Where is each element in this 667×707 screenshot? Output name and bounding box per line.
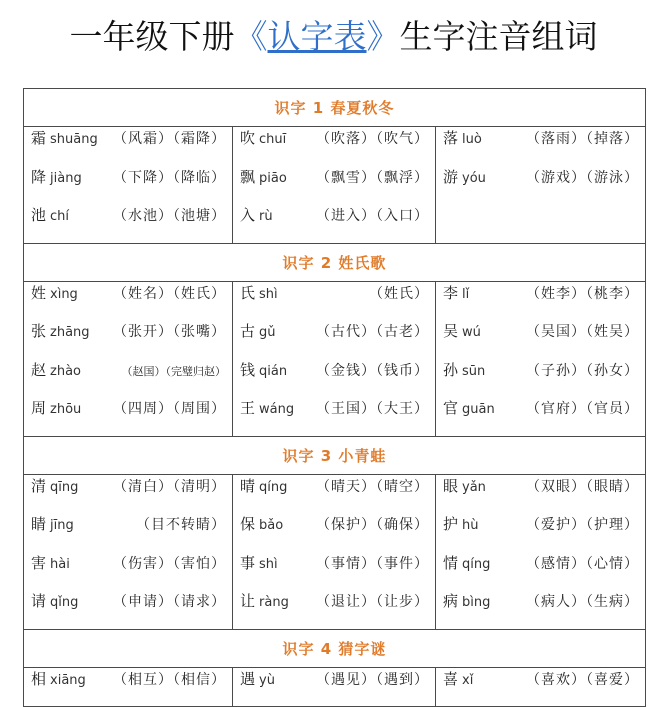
example-words: （姓名）（姓氏） [113, 285, 226, 302]
page-title [0, 14, 667, 60]
character: 姓 [31, 283, 47, 302]
example-words: （保护）（确保） [316, 517, 429, 533]
character: 让 [240, 592, 256, 610]
pinyin: bìng [462, 595, 491, 610]
example-words: （伤害）（害怕） [113, 555, 226, 572]
pinyin: chuī [259, 132, 287, 147]
pinyin: shì [259, 286, 278, 302]
character: 霜 [31, 129, 47, 147]
example-words: （退让）（让步） [316, 594, 429, 610]
character-entry [24, 668, 232, 707]
pinyin: hài [50, 556, 70, 572]
character-column [24, 667, 233, 707]
character-entry [24, 552, 232, 591]
section-header-row [24, 243, 646, 281]
pinyin: wú [462, 325, 481, 340]
example-words: （赵国）（完璧归赵） [121, 364, 226, 378]
character: 飘 [240, 167, 256, 186]
character-column [24, 281, 233, 436]
example-words: （病人）（生病） [526, 594, 639, 610]
character: 降 [31, 167, 47, 186]
character: 吹 [240, 129, 256, 147]
example-words: （张开）（张嘴） [113, 324, 226, 340]
character: 古 [240, 322, 256, 340]
example-words: （子孙）（孙女） [526, 362, 639, 379]
character-entry [233, 513, 435, 552]
character-column [233, 127, 436, 244]
character: 晴 [240, 476, 256, 495]
section-body-row [24, 127, 646, 244]
example-words: （清白）（清明） [113, 478, 226, 495]
pinyin: zhōu [50, 402, 82, 417]
character-table [23, 88, 646, 707]
pinyin: jiàng [50, 170, 82, 186]
pinyin: sūn [462, 363, 486, 379]
example-words: （喜欢）（喜爱） [526, 671, 639, 688]
title-link[interactable]: 认字表 [267, 17, 367, 56]
character-column [436, 281, 646, 436]
section-body-row [24, 281, 646, 436]
example-words: （姓氏） [369, 285, 429, 302]
character: 王 [240, 399, 256, 417]
character-entry [436, 166, 645, 205]
pinyin: rù [259, 209, 273, 224]
section-header-row [24, 436, 646, 474]
example-words: （落雨）（掉落） [526, 131, 639, 147]
pinyin: chí [50, 209, 70, 224]
example-words: （进入）（入口） [316, 208, 429, 224]
character: 落 [443, 129, 459, 147]
character: 情 [443, 553, 459, 572]
character: 保 [240, 515, 256, 533]
example-words: （游戏）（游泳） [526, 169, 639, 186]
character-entry [24, 282, 232, 321]
character: 护 [443, 515, 459, 533]
character-entry [233, 282, 435, 321]
pinyin: piāo [259, 170, 287, 186]
title-suffix: 生字注音组词 [399, 17, 598, 56]
character-column [233, 281, 436, 436]
pinyin: ràng [259, 595, 289, 610]
example-words: （吴国）（姓吴） [526, 324, 639, 340]
character: 氏 [240, 283, 256, 302]
character-entry [233, 475, 435, 514]
character: 周 [31, 399, 47, 417]
pinyin: zhào [50, 363, 81, 379]
example-words: （目不转睛） [136, 517, 226, 533]
pinyin: qīng [50, 479, 79, 495]
character: 事 [240, 553, 256, 572]
character-entry [24, 127, 232, 166]
character-entry [436, 668, 645, 707]
section-heading: 识字 1 春夏秋冬 [24, 89, 646, 127]
character: 孙 [443, 360, 459, 379]
character: 遇 [240, 669, 256, 688]
pinyin: yǎn [462, 479, 486, 495]
character-entry [233, 590, 435, 629]
character-entry [24, 320, 232, 359]
character-entry [233, 552, 435, 591]
character-entry [436, 552, 645, 591]
example-words: （风霜）（霜降） [113, 131, 226, 147]
example-words: （爱护）（护理） [526, 517, 639, 533]
character-entry [24, 204, 232, 243]
character-entry [436, 320, 645, 359]
pinyin: qíng [462, 556, 491, 572]
character-entry [24, 590, 232, 629]
pinyin: hù [462, 518, 479, 533]
example-words: （古代）（古老） [316, 324, 429, 340]
example-words: （晴天）（晴空） [316, 478, 429, 495]
title-prefix: 一年级下册 [69, 17, 235, 56]
character-entry [24, 166, 232, 205]
character: 清 [31, 476, 47, 495]
example-words: （姓李）（桃李） [526, 285, 639, 302]
character: 赵 [31, 360, 47, 379]
section-header-row [24, 89, 646, 127]
example-words: （事情）（事件） [316, 555, 429, 572]
example-words: （飘雪）（飘浮） [316, 169, 429, 186]
character: 相 [31, 669, 47, 688]
pinyin: lǐ [462, 286, 470, 302]
pinyin: wáng [259, 402, 295, 417]
example-words: （相互）（相信） [113, 671, 226, 688]
pinyin: xiāng [50, 672, 86, 688]
pinyin: gǔ [259, 325, 276, 340]
pinyin: yù [259, 672, 275, 688]
example-words: （吹落）（吹气） [316, 131, 429, 147]
character-entry [233, 127, 435, 166]
character-entry [436, 590, 645, 629]
character: 官 [443, 399, 459, 417]
character-column [436, 474, 646, 629]
example-words: （金钱）（钱币） [316, 362, 429, 379]
example-words: （申请）（请求） [113, 594, 226, 610]
character-entry [436, 127, 645, 166]
example-words: （感情）（心情） [526, 555, 639, 572]
character-entry [233, 668, 435, 707]
character-entry [436, 475, 645, 514]
character-entry [24, 475, 232, 514]
pinyin: bǎo [259, 518, 284, 533]
example-words: （水池）（池塘） [113, 208, 226, 224]
character: 请 [31, 592, 47, 610]
character: 吴 [443, 322, 459, 340]
character: 游 [443, 167, 459, 186]
pinyin: shuāng [50, 132, 98, 147]
character-entry [436, 359, 645, 398]
pinyin: qián [259, 363, 288, 379]
character: 病 [443, 592, 459, 610]
character-column [436, 127, 646, 244]
pinyin: qíng [259, 479, 288, 495]
title-close-bracket: 》 [366, 17, 400, 56]
example-words: （遇见）（遇到） [316, 671, 429, 688]
character: 池 [31, 206, 47, 224]
character-entry [24, 359, 232, 398]
section-heading: 识字 2 姓氏歌 [24, 243, 646, 281]
character-entry [24, 513, 232, 552]
section-body-row [24, 667, 646, 707]
character: 李 [443, 283, 459, 302]
character-entry [436, 397, 645, 436]
character-column [24, 474, 233, 629]
character-entry [24, 397, 232, 436]
character-column [233, 667, 436, 707]
character-entry [233, 320, 435, 359]
pinyin: shì [259, 556, 278, 572]
character-entry [233, 166, 435, 205]
title-open-bracket: 《 [234, 17, 268, 56]
example-words: （四周）（周围） [113, 401, 226, 417]
example-words: （双眼）（眼睛） [526, 478, 639, 495]
section-body-row [24, 474, 646, 629]
character-entry [233, 397, 435, 436]
pinyin: jīng [50, 518, 74, 533]
section-header-row [24, 629, 646, 667]
character: 钱 [240, 360, 256, 379]
example-words: （王国）（大王） [316, 401, 429, 417]
character: 喜 [443, 669, 459, 688]
pinyin: qǐng [50, 595, 79, 610]
section-heading: 识字 3 小青蛙 [24, 436, 646, 474]
character: 张 [31, 322, 47, 340]
character: 入 [240, 206, 256, 224]
example-words: （官府）（官员） [526, 401, 639, 417]
character-entry [436, 282, 645, 321]
character-column [436, 667, 646, 707]
character-entry [436, 513, 645, 552]
pinyin: zhāng [50, 325, 90, 340]
example-words: （下降）（降临） [113, 169, 226, 186]
character-entry [233, 204, 435, 243]
section-heading: 识字 4 猜字谜 [24, 629, 646, 667]
pinyin: luò [462, 132, 482, 147]
pinyin: yóu [462, 170, 486, 186]
pinyin: guān [462, 402, 495, 417]
character: 睛 [31, 515, 47, 533]
character-column [233, 474, 436, 629]
character-entry [233, 359, 435, 398]
pinyin: xǐ [462, 672, 474, 688]
character: 眼 [443, 476, 459, 495]
pinyin: xìng [50, 286, 78, 302]
character: 害 [31, 553, 47, 572]
character-column [24, 127, 233, 244]
